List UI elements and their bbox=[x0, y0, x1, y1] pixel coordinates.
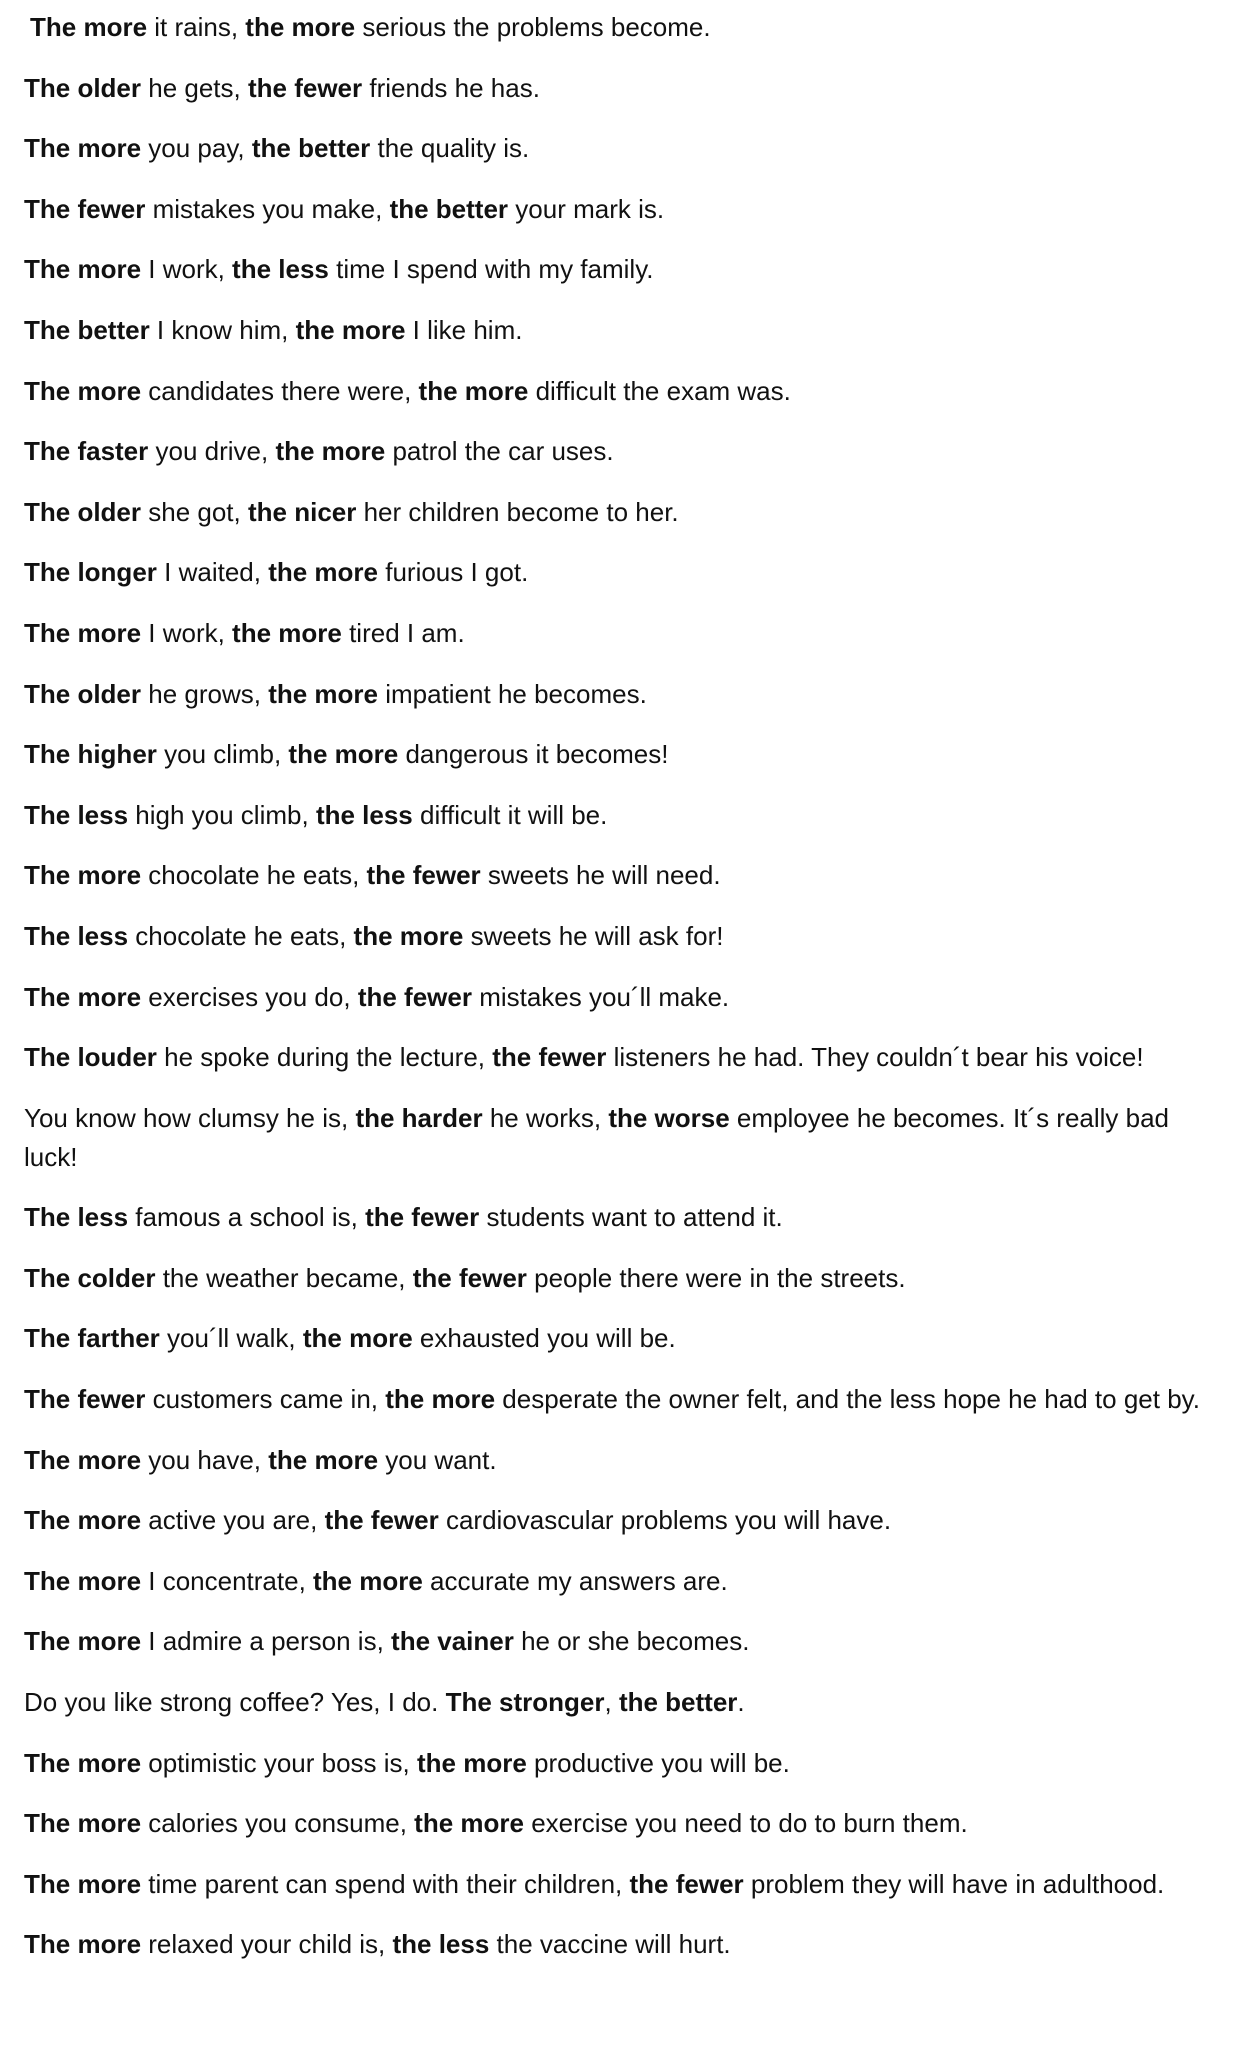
sentence bbox=[24, 250, 1224, 289]
text-segment: people there were in the streets. bbox=[526, 1262, 906, 1293]
bold-phrase: the more bbox=[232, 617, 342, 648]
text-segment: time parent can spend with their children, bbox=[141, 1868, 630, 1899]
text-segment: mistakes you make, bbox=[145, 193, 390, 224]
sentence bbox=[24, 1804, 1224, 1843]
text-segment: dangerous it becomes! bbox=[398, 739, 669, 770]
bold-phrase: The colder bbox=[24, 1262, 156, 1293]
bold-phrase: The louder bbox=[24, 1042, 157, 1073]
text-segment: mistakes you´ll make. bbox=[471, 981, 730, 1012]
bold-phrase: the less bbox=[232, 254, 329, 285]
sentence bbox=[24, 1198, 1224, 1237]
bold-phrase: the better bbox=[618, 1687, 738, 1718]
bold-phrase: the harder bbox=[355, 1102, 483, 1133]
bold-phrase: the worse bbox=[608, 1102, 730, 1133]
sentence bbox=[24, 1865, 1224, 1904]
sentence-list bbox=[24, 8, 1224, 1986]
bold-phrase: the more bbox=[245, 12, 356, 42]
bold-phrase: The more bbox=[24, 375, 142, 406]
text-segment: impatient he becomes. bbox=[378, 678, 647, 709]
bold-phrase: the fewer bbox=[324, 1505, 439, 1536]
bold-phrase: the fewer bbox=[412, 1262, 527, 1293]
text-segment: friends he has. bbox=[362, 72, 540, 103]
text-segment: optimistic your boss is, bbox=[141, 1747, 418, 1778]
sentence bbox=[24, 735, 1224, 774]
sentence bbox=[24, 1259, 1224, 1298]
sentence bbox=[24, 129, 1224, 168]
sentence bbox=[24, 372, 1224, 411]
text-segment: customers came in, bbox=[145, 1384, 386, 1415]
sentence bbox=[24, 1380, 1224, 1419]
bold-phrase: the more bbox=[268, 557, 378, 588]
bold-phrase: the more bbox=[288, 739, 399, 770]
sentence bbox=[24, 311, 1224, 350]
bold-phrase: the more bbox=[302, 1323, 413, 1354]
text-segment: sweets he will ask for! bbox=[463, 920, 724, 951]
bold-phrase: The farther bbox=[24, 1323, 160, 1354]
text-segment: your mark is. bbox=[508, 193, 665, 224]
text-segment: chocolate he eats, bbox=[141, 860, 367, 891]
text-segment: the vaccine will hurt. bbox=[489, 1929, 731, 1960]
bold-phrase: The more bbox=[24, 981, 142, 1012]
text-segment: you climb, bbox=[156, 739, 289, 770]
text-segment: accurate my answers are. bbox=[422, 1565, 728, 1596]
sentence bbox=[24, 493, 1224, 532]
bold-phrase: The less bbox=[24, 920, 129, 951]
text-segment: Do you like strong coffee? Yes, I do. bbox=[24, 1687, 446, 1718]
text-segment: candidates there were, bbox=[141, 375, 419, 406]
sentence bbox=[24, 1744, 1224, 1783]
bold-phrase: the less bbox=[315, 799, 413, 830]
sentence bbox=[24, 614, 1224, 653]
sentence bbox=[24, 553, 1224, 592]
text-segment: you drive, bbox=[148, 436, 276, 467]
text-segment: exhausted you will be. bbox=[412, 1323, 676, 1354]
text-segment: he grows, bbox=[141, 678, 269, 709]
bold-phrase: The more bbox=[24, 1444, 142, 1475]
text-segment: listeners he had. They couldn´t bear his voice! bbox=[606, 1042, 1144, 1073]
text-segment: it rains, bbox=[147, 12, 246, 42]
text-segment: he gets, bbox=[141, 72, 248, 103]
bold-phrase: The less bbox=[24, 799, 129, 830]
bold-phrase: the fewer bbox=[629, 1868, 744, 1899]
bold-phrase: The more bbox=[24, 1505, 142, 1536]
bold-phrase: The longer bbox=[24, 557, 157, 588]
text-segment: exercise you need to do to burn them. bbox=[523, 1808, 968, 1839]
sentence bbox=[24, 856, 1224, 895]
bold-phrase: The more bbox=[24, 1808, 142, 1839]
text-segment: you pay, bbox=[141, 133, 252, 164]
bold-phrase: The better bbox=[24, 314, 150, 345]
bold-phrase: the fewer bbox=[366, 860, 481, 891]
sentence bbox=[24, 917, 1224, 956]
bold-phrase: the nicer bbox=[247, 496, 357, 527]
sentence bbox=[24, 1099, 1224, 1177]
sentence bbox=[24, 8, 1224, 47]
text-segment: the weather became, bbox=[155, 1262, 413, 1293]
text-segment: difficult the exam was. bbox=[528, 375, 791, 406]
sentence bbox=[24, 1501, 1224, 1540]
bold-phrase: the fewer bbox=[247, 72, 363, 103]
sentence bbox=[24, 675, 1224, 714]
bold-phrase: the fewer bbox=[357, 981, 472, 1012]
sentence bbox=[24, 1683, 1224, 1722]
bold-phrase: the fewer bbox=[492, 1042, 607, 1073]
bold-phrase: The stronger bbox=[445, 1687, 605, 1718]
text-segment: exercises you do, bbox=[141, 981, 358, 1012]
text-segment: sweets he will need. bbox=[480, 860, 721, 891]
sentence bbox=[24, 1441, 1224, 1480]
sentence bbox=[24, 1319, 1224, 1358]
bold-phrase: The more bbox=[24, 1626, 142, 1657]
text-segment: high you climb, bbox=[128, 799, 316, 830]
text-segment: famous a school is, bbox=[128, 1202, 366, 1233]
text-segment: students want to attend it. bbox=[479, 1202, 783, 1233]
bold-phrase: the more bbox=[414, 1808, 524, 1839]
text-segment: you have, bbox=[141, 1444, 269, 1475]
text-segment: desperate the owner felt, and the less hope he had to get by. bbox=[495, 1384, 1200, 1415]
bold-phrase: The more bbox=[24, 1868, 142, 1899]
bold-phrase: The more bbox=[24, 254, 142, 285]
text-segment: calories you consume, bbox=[141, 1808, 415, 1839]
sentence bbox=[24, 69, 1224, 108]
bold-phrase: the more bbox=[268, 678, 378, 709]
sentence bbox=[24, 1925, 1224, 1964]
text-segment: I like him. bbox=[405, 314, 523, 345]
text-segment: tired I am. bbox=[341, 617, 465, 648]
bold-phrase: The less bbox=[24, 1202, 129, 1233]
bold-phrase: the fewer bbox=[365, 1202, 480, 1233]
bold-phrase: The more bbox=[24, 860, 142, 891]
bold-phrase: the more bbox=[275, 436, 386, 467]
text-segment: chocolate he eats, bbox=[128, 920, 354, 951]
text-segment: he works, bbox=[482, 1102, 609, 1133]
bold-phrase: The fewer bbox=[24, 1384, 146, 1415]
bold-phrase: the more bbox=[418, 375, 529, 406]
bold-phrase: The more bbox=[24, 1929, 142, 1960]
bold-phrase: the vainer bbox=[391, 1626, 514, 1657]
text-segment: you want. bbox=[378, 1444, 497, 1475]
bold-phrase: The more bbox=[24, 1565, 142, 1596]
bold-phrase: The older bbox=[24, 678, 142, 709]
text-segment: she got, bbox=[141, 496, 248, 527]
bold-phrase: The more bbox=[24, 133, 142, 164]
text-segment: you´ll walk, bbox=[159, 1323, 303, 1354]
bold-phrase: the more bbox=[268, 1444, 379, 1475]
bold-phrase: the less bbox=[392, 1929, 490, 1960]
text-segment: You know how clumsy he is, bbox=[24, 1102, 356, 1133]
bold-phrase: The older bbox=[24, 496, 142, 527]
sentence bbox=[24, 432, 1224, 471]
text-segment: , bbox=[604, 1687, 619, 1718]
text-segment: problem they will have in adulthood. bbox=[743, 1868, 1165, 1899]
text-segment: I work, bbox=[141, 617, 233, 648]
bold-phrase: The more bbox=[30, 12, 148, 42]
sentence bbox=[24, 1562, 1224, 1601]
text-segment: I admire a person is, bbox=[141, 1626, 392, 1657]
text-segment: employee he becomes. It´s really bad luck! bbox=[24, 1102, 1170, 1172]
text-segment: furious I got. bbox=[378, 557, 529, 588]
text-segment: . bbox=[737, 1687, 745, 1718]
sentence bbox=[24, 1038, 1224, 1077]
text-segment: active you are, bbox=[141, 1505, 325, 1536]
sentence bbox=[24, 190, 1224, 229]
sentence bbox=[24, 1622, 1224, 1661]
bold-phrase: The more bbox=[24, 1747, 142, 1778]
sentence bbox=[24, 978, 1224, 1017]
text-segment: serious the problems become. bbox=[355, 12, 711, 42]
text-segment: he spoke during the lecture, bbox=[156, 1042, 493, 1073]
bold-phrase: The older bbox=[24, 72, 142, 103]
text-segment: I know him, bbox=[149, 314, 296, 345]
bold-phrase: the more bbox=[417, 1747, 527, 1778]
bold-phrase: The more bbox=[24, 617, 142, 648]
text-segment: he or she becomes. bbox=[513, 1626, 750, 1657]
bold-phrase: The fewer bbox=[24, 193, 146, 224]
bold-phrase: The faster bbox=[24, 436, 149, 467]
text-segment: time I spend with my family. bbox=[328, 254, 654, 285]
bold-phrase: the better bbox=[389, 193, 509, 224]
bold-phrase: the better bbox=[251, 133, 371, 164]
text-segment: I waited, bbox=[156, 557, 269, 588]
bold-phrase: the more bbox=[313, 1565, 423, 1596]
text-segment: relaxed your child is, bbox=[141, 1929, 393, 1960]
text-segment: I work, bbox=[141, 254, 233, 285]
text-segment: patrol the car uses. bbox=[385, 436, 614, 467]
text-segment: difficult it will be. bbox=[412, 799, 608, 830]
text-segment: her children become to her. bbox=[356, 496, 679, 527]
text-segment: cardiovascular problems you will have. bbox=[438, 1505, 892, 1536]
bold-phrase: the more bbox=[295, 314, 406, 345]
text-segment: I concentrate, bbox=[141, 1565, 314, 1596]
sentence bbox=[24, 796, 1224, 835]
text-segment: the quality is. bbox=[370, 133, 530, 164]
bold-phrase: the more bbox=[353, 920, 464, 951]
bold-phrase: the more bbox=[385, 1384, 496, 1415]
text-segment: productive you will be. bbox=[526, 1747, 790, 1778]
bold-phrase: The higher bbox=[24, 739, 157, 770]
